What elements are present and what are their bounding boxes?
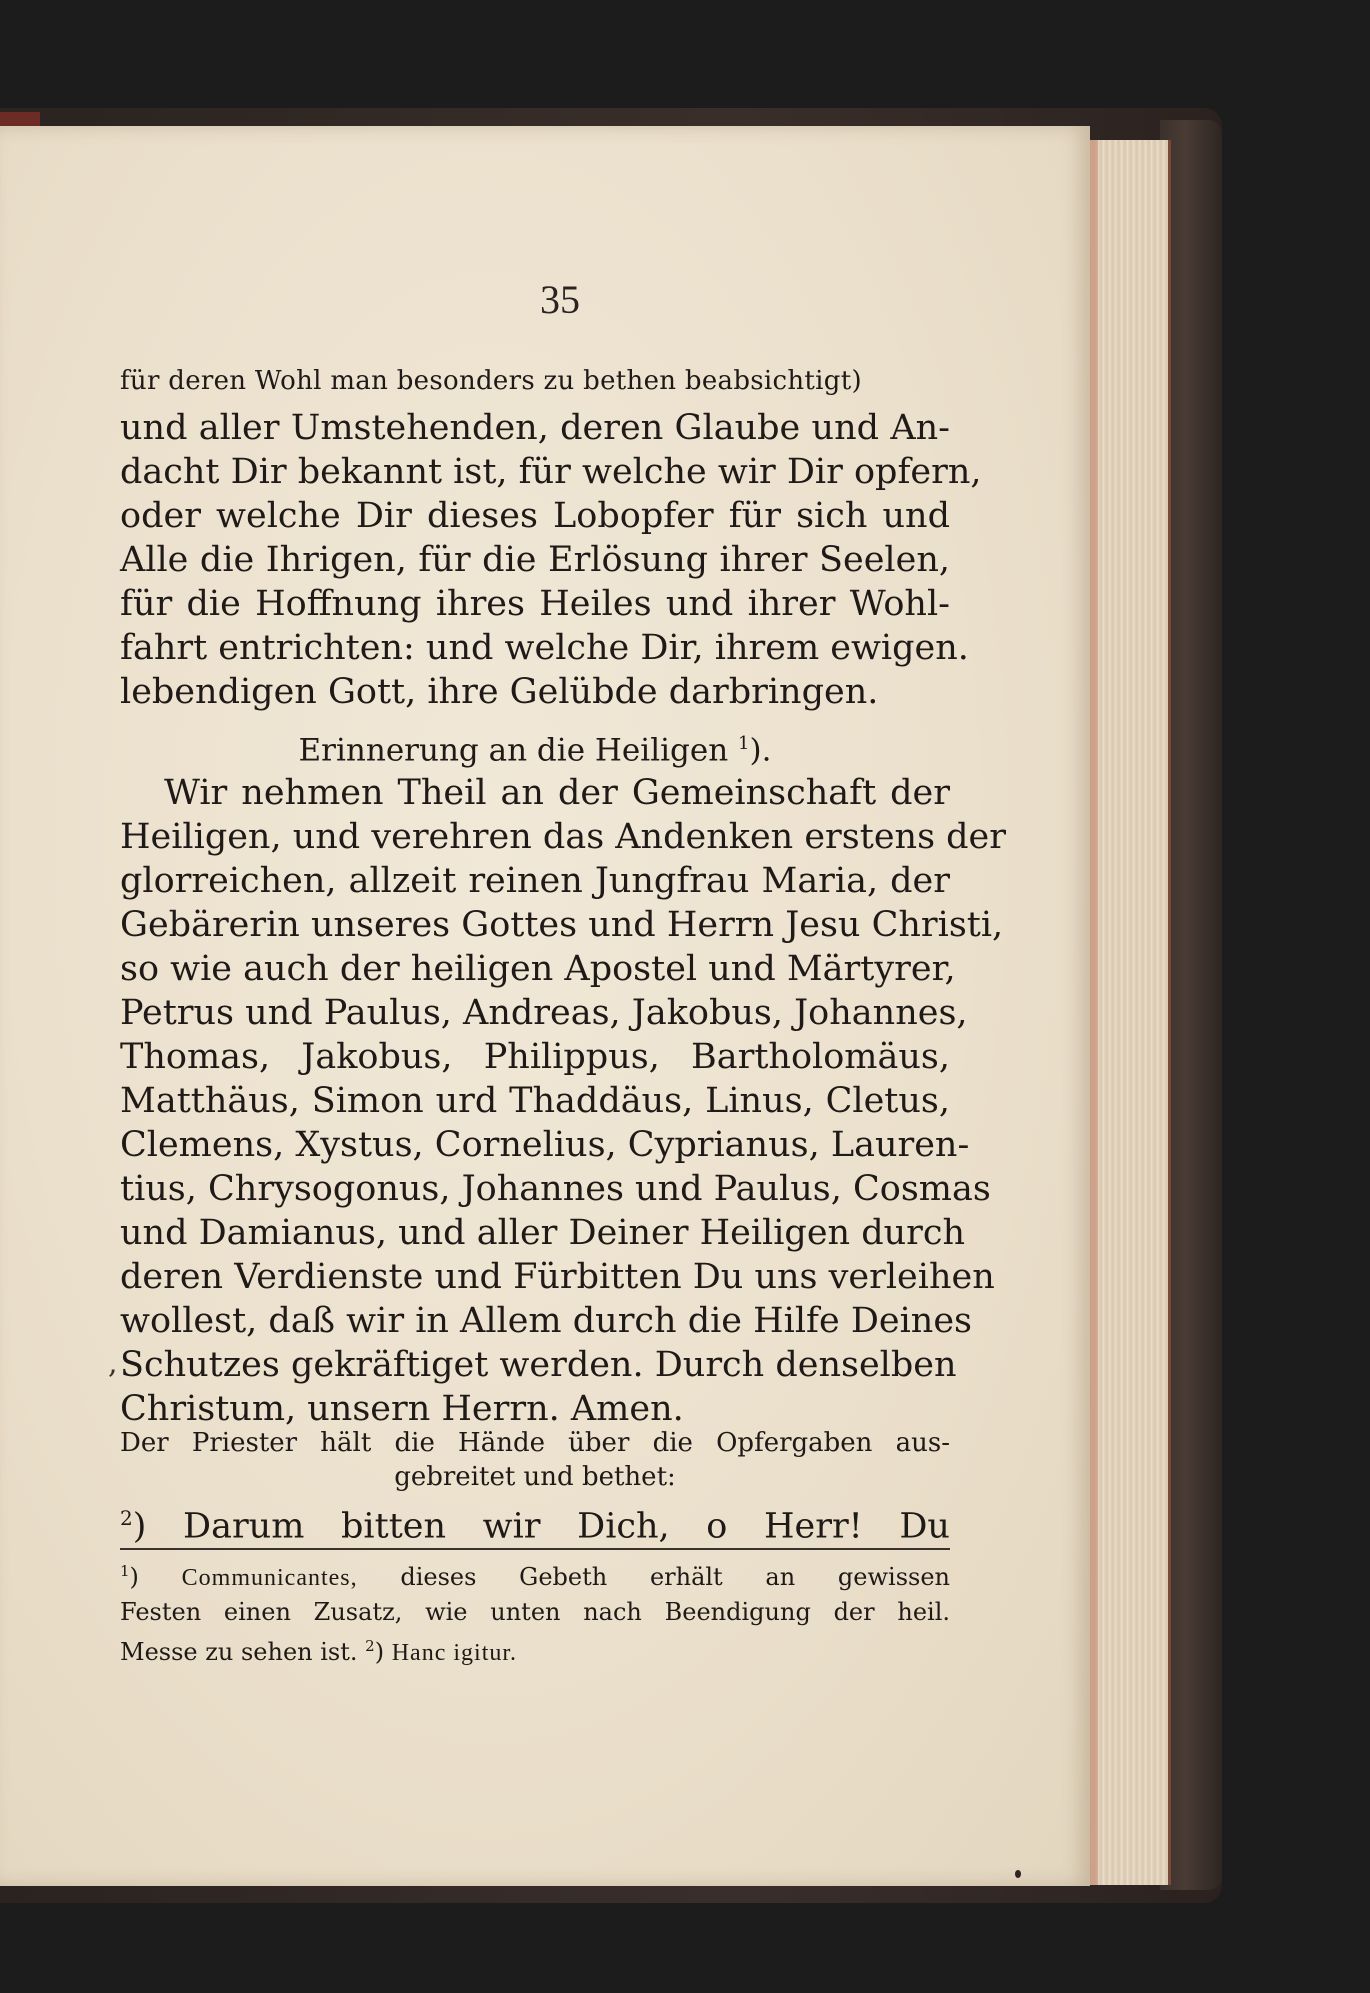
footnote-number: 2 [365, 1637, 375, 1655]
text-line: deren Verdienste und Fürbitten Du uns verleihen [120, 1257, 995, 1297]
text-line: Alle die Ihrigen, für die Erlösung ihrer Seelen, [120, 540, 950, 580]
text-line: Petrus und Paulus, Andreas, Jakobus, Johannes, [120, 993, 968, 1033]
text-line: glorreichen, allzeit reinen Jungfrau Maria, der [120, 861, 950, 901]
footnote-line: Festen einen Zusatz, wie unten nach Beendigung der heil. [120, 1598, 950, 1626]
rubric-instruction [120, 1426, 950, 1494]
text-line: und aller Umstehenden, deren Glaube und An- [120, 408, 950, 448]
text-line: Wir nehmen Theil an der Gemeinschaft der [164, 773, 950, 813]
text-line: fahrt entrichten: und welche Dir, ihrem ewigen. [120, 628, 969, 668]
footnote-ref: 1 [738, 733, 750, 754]
footnote-number: 1 [120, 1562, 130, 1580]
footnote-line: $^1$) Communicantes, dieses Gebeth erhält an gewissen [120, 1562, 950, 1591]
text-line: Christum, unsern Herrn. Amen. [120, 1389, 684, 1429]
text-line: lebendigen Gott, ihre Gelübde darbringen. [120, 672, 879, 712]
margin-mark: , [108, 1346, 118, 1381]
rubric-line: Der Priester hält die Hände über die Opfergaben aus- [120, 1428, 950, 1458]
book-page [0, 126, 1090, 1886]
prayer-text: Darum bitten wir Dich, o Herr! Du [183, 1506, 950, 1547]
footnote-line: Messe zu sehen ist. $^2$) Hanc igitur. [120, 1637, 518, 1666]
text-line: oder welche Dir dieses Lobopfer für sich und [120, 496, 950, 536]
text-line: Heiligen, und verehren das Andenken erstens der [120, 817, 1007, 857]
first-line: für deren Wohl man besonders zu bethen beabsichtigt) [120, 366, 862, 396]
footnote-latin: Communicantes, [181, 1565, 358, 1591]
footnote-text: Messe zu sehen ist. [120, 1638, 358, 1666]
section-heading: Erinnerung an die Heiligen $^1$). [298, 732, 772, 769]
heading-text: Erinnerung an die Heiligen [298, 732, 729, 769]
text-line: und Damianus, und aller Deiner Heiligen durch [120, 1213, 966, 1253]
prayer-start-line: $^2$) Darum bitten wir Dich, o Herr! Du [120, 1506, 950, 1547]
text-line: dacht Dir bekannt ist, für welche wir Dir opfern, [120, 452, 982, 492]
text-line: Schutzes gekräftiget werden. Durch denselben [120, 1345, 957, 1385]
text-line: Matthäus, Simon urd Thaddäus, Linus, Cletus, [120, 1081, 950, 1121]
footnote-divider [120, 1548, 950, 1550]
rubric-line: gebreitet und bethet: [394, 1462, 676, 1492]
text-line: tius, Chrysogonus, Johannes und Paulus, Cosmas [120, 1169, 991, 1209]
paper-speck [1015, 1870, 1021, 1878]
footnote-latin: Hanc igitur. [391, 1640, 518, 1666]
text-line: Thomas, Jakobus, Philippus, Bartholomäus, [120, 1037, 950, 1077]
footnotes [120, 1554, 950, 1670]
footnote-text: dieses Gebeth erhält an gewissen [400, 1563, 950, 1591]
text-line: Gebärerin unseres Gottes und Herrn Jesu Christi, [120, 905, 1004, 945]
footnote-ref: 2 [120, 1506, 133, 1530]
paragraph-saints [120, 771, 1007, 1431]
paragraph-offering [120, 406, 982, 714]
text-line: wollest, daß wir in Allem durch die Hilfe Deines [120, 1301, 973, 1341]
text-line: für die Hoffnung ihres Heiles und ihrer Wohl- [120, 584, 950, 624]
page-number: 35 [540, 277, 580, 322]
text-line: Clemens, Xystus, Cornelius, Cyprianus, Lauren- [120, 1125, 970, 1165]
text-line: so wie auch der heiligen Apostel und Märtyrer, [120, 949, 956, 989]
